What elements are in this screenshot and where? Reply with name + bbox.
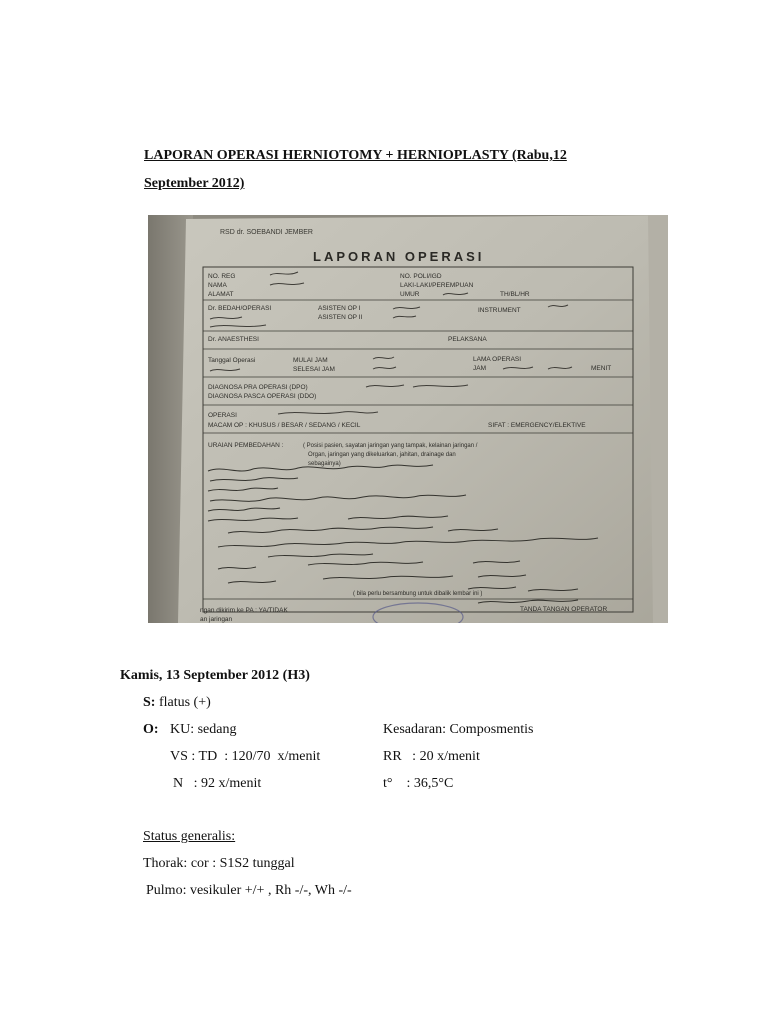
pulmo-text: Pulmo: vesikuler +/+ , Rh -/-, Wh -/-: [146, 883, 352, 898]
s-text: flatus (+): [158, 695, 211, 710]
form-uraian-note-3: sebagainya): [308, 461, 341, 467]
form-nama: NAMA: [208, 282, 227, 289]
form-heading: LAPORAN OPERASI: [313, 249, 485, 264]
report-title-line-1: LAPORAN OPERASI HERNIOTOMY + HERNIOPLASTY (Rabu,12: [144, 148, 567, 163]
ku-text: KU: sedang: [170, 722, 237, 737]
form-th-bl-hr: TH/BL/HR: [500, 291, 530, 298]
form-instrument: INSTRUMENT: [478, 307, 521, 314]
form-uraian: URAIAN PEMBEDAHAN :: [208, 442, 284, 449]
form-dikirim: ngan dikirim ke PA : YA/TIDAK: [200, 607, 288, 614]
form-alamat: ALAMAT: [208, 291, 234, 298]
o-label: O:: [143, 722, 159, 737]
form-selesai: SELESAI JAM: [293, 366, 335, 373]
form-no-reg: NO. REG: [208, 273, 236, 280]
form-macam: MACAM OP : KHUSUS / BESAR / SEDANG / KECIL: [208, 422, 361, 429]
form-mulai: MULAI JAM: [293, 357, 328, 364]
form-pelaksana: PELAKSANA: [448, 336, 487, 343]
report-title-line-2: September 2012): [144, 176, 245, 191]
form-lama: LAMA OPERASI: [473, 356, 522, 363]
form-menit: MENIT: [591, 365, 612, 372]
form-jam: JAM: [473, 365, 486, 372]
subjective-row: [143, 695, 211, 711]
rr-text: RR : 20 x/menit: [383, 749, 480, 764]
operation-form-image: [148, 215, 668, 623]
vs-text: VS : TD : 120/70 x/menit: [170, 749, 321, 764]
s-label: S:: [143, 695, 156, 710]
status-generalis-heading: Status generalis:: [143, 829, 236, 844]
form-sifat: SIFAT : EMERGENCY/ELEKTIVE: [488, 422, 586, 429]
form-hospital: RSD dr. SOEBANDI JEMBER: [220, 229, 313, 236]
form-ddo: DIAGNOSA PASCA OPERASI (DDO): [208, 393, 317, 400]
form-jaringan: an jaringan: [200, 616, 233, 623]
kesadaran-text: Kesadaran: Composmentis: [383, 722, 534, 737]
operation-form-photo: [148, 215, 668, 623]
form-jk: LAKI-LAKI/PEREMPUAN: [400, 282, 474, 289]
day-heading: Kamis, 13 September 2012 (H3): [120, 668, 310, 683]
form-uraian-note-2: Organ, jaringan yang dikeluarkan, jahitan, drainage dan: [308, 452, 456, 458]
form-tanggal: Tanggal Operasi: [208, 357, 256, 364]
form-operasi: OPERASI: [208, 412, 237, 419]
temp-text: t° : 36,5°C: [383, 776, 454, 791]
form-uraian-note-1: ( Posisi pasien, sayatan jaringan yang tampak, kelainan jaringan /: [303, 443, 478, 449]
form-bila-perlu: ( bila perlu bersambung untuk dibalik lembar ini ): [353, 591, 483, 597]
form-no-poli: NO. POLI/IGD: [400, 273, 442, 280]
n-text: N : 92 x/menit: [173, 776, 262, 791]
form-asisten-1: ASISTEN OP I: [318, 305, 361, 312]
form-ttd: TANDA TANGAN OPERATOR: [520, 606, 608, 613]
form-asisten-2: ASISTEN OP II: [318, 314, 363, 321]
thorak-text: Thorak: cor : S1S2 tunggal: [143, 856, 295, 871]
form-umur: UMUR: [400, 291, 420, 298]
form-anaesthesi: Dr. ANAESTHESI: [208, 336, 259, 343]
form-dpo: DIAGNOSA PRA OPERASI (DPO): [208, 384, 308, 391]
form-dr-bedah: Dr. BEDAH/OPERASI: [208, 305, 272, 312]
